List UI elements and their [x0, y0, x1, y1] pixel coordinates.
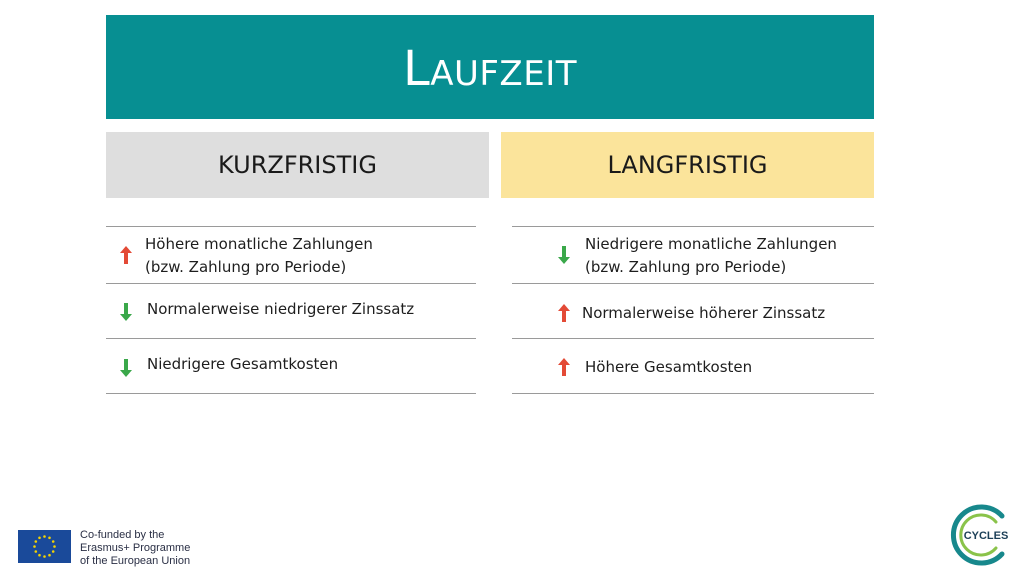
cycles-logo — [944, 502, 1014, 568]
arrow-up-icon — [557, 303, 571, 323]
item-text: Niedrigere Gesamtkosten — [147, 355, 339, 373]
arrow-up-icon — [119, 245, 133, 265]
list-item — [512, 284, 874, 339]
list-item — [512, 227, 874, 284]
arrow-down-icon — [119, 358, 133, 378]
arrow-down-icon — [119, 302, 133, 322]
page-title: Laufzeit — [402, 41, 577, 97]
item-text: Normalerweise niedrigerer Zinssatz — [147, 300, 415, 318]
item-line: (bzw. Zahlung pro Periode) — [585, 258, 787, 276]
item-text: Höhere Gesamtkosten — [585, 358, 753, 376]
item-line: (bzw. Zahlung pro Periode) — [145, 258, 347, 276]
eu-flag-icon — [18, 530, 71, 563]
arrow-down-icon — [557, 245, 571, 265]
logo-text: CYCLES — [963, 530, 1009, 542]
column-header-langfristig: LANGFRISTIG — [501, 132, 874, 198]
funding-statement — [80, 529, 190, 568]
funding-line: Co-funded by the — [80, 529, 165, 541]
list-item — [106, 339, 476, 394]
funding-line: of the European Union — [80, 555, 191, 567]
list-item — [512, 339, 874, 394]
item-line: Höhere monatliche Zahlungen — [145, 235, 373, 253]
item-text: Normalerweise höherer Zinssatz — [582, 304, 826, 322]
kurzfristig-list — [106, 226, 476, 394]
item-text — [585, 233, 837, 279]
item-line: Niedrigere monatliche Zahlungen — [585, 235, 837, 253]
list-item — [106, 284, 476, 339]
funding-line: Erasmus+ Programme — [80, 542, 191, 554]
list-item — [106, 227, 476, 284]
column-header-kurzfristig: KURZFRISTIG — [106, 132, 489, 198]
item-text — [145, 233, 373, 279]
arrow-up-icon — [557, 357, 571, 377]
title-banner — [106, 15, 874, 119]
langfristig-list — [512, 226, 874, 394]
